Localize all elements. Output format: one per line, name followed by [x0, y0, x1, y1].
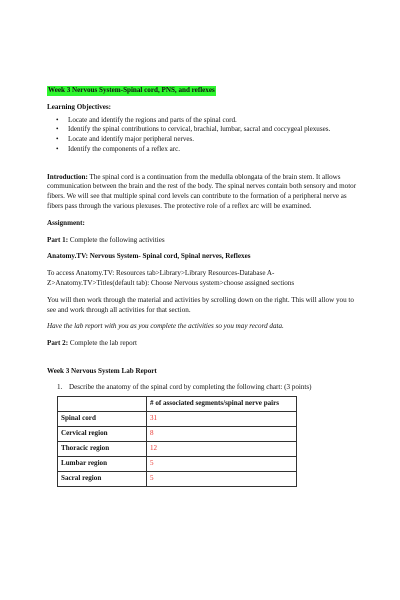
part1-label: Part 1:: [47, 235, 69, 244]
part2-label: Part 2:: [47, 339, 69, 348]
title-highlight: Week 3 Nervous System-Spinal cord, PNS, and reflexes: [48, 86, 215, 94]
lab-report-note: Have the lab report with you as you complete the activities so you may record data.: [47, 322, 284, 331]
page-title: [47, 86, 357, 96]
objective-item: • Identify the components of a reflex arc.: [68, 145, 357, 155]
objective-item: • Identify the spinal contributions to cervical, brachial, lumbar, sacral and coccygeal plexuses.: [68, 125, 357, 135]
question-1: [47, 383, 357, 393]
table-row: [58, 442, 297, 457]
question-number: 1.: [57, 382, 63, 391]
spinal-cord-chart: [57, 396, 297, 487]
part2-line: [47, 339, 357, 349]
scroll-instructions: You will then work through the material and activities by scrolling down on the right. This will allow you to see and work through all activities for that section.: [47, 295, 354, 314]
introduction-text: The spinal cord is a continuation from the medulla oblongata of the brain stem. It allows communication between the brain and the rest of the body. The spinal nerves contain both sensory and motor fibers. We will see that multiple spinal cord levels can contribute to the formation of a peripheral nerve as fibers pass through the various plexuses. The protective role of a reflex arc will be examined.: [47, 172, 357, 211]
assignment-heading: Assignment:: [47, 218, 85, 227]
objective-item: • Locate and identify the regions and parts of the spinal cord.: [68, 116, 357, 126]
row-value[interactable]: 31: [147, 412, 297, 427]
table-row: [58, 427, 297, 442]
table-header-row: [58, 397, 297, 412]
row-label: Sacral region: [58, 472, 147, 487]
row-label: Thoracic region: [58, 442, 147, 457]
table-row: [58, 457, 297, 472]
row-label: Cervical region: [58, 427, 147, 442]
introduction-paragraph: [47, 173, 357, 212]
access-instructions: To access Anatomy.TV: Resources tab>Library>Library Resources-Database A-Z>Anatomy.TV>Titles(default tab): Choose Nervous system>choose assigned sections: [47, 269, 295, 287]
part2-text: Complete the lab report: [68, 339, 138, 348]
lab-report-heading: Week 3 Nervous System Lab Report: [47, 366, 157, 375]
document-content: [47, 86, 357, 487]
row-value[interactable]: 5: [147, 472, 297, 487]
anatomy-tv-heading: Anatomy.TV: Nervous System- Spinal cord, Spinal nerves, Reflexes: [47, 252, 251, 261]
table-row: [58, 412, 297, 427]
objective-item: • Locate and identify major peripheral nerves.: [68, 135, 357, 145]
table-column-header: # of associated segments/spinal nerve pairs: [147, 397, 297, 412]
question-text: Describe the anatomy of the spinal cord by completing the following chart: (3 points): [69, 382, 312, 391]
row-label: Lumbar region: [58, 457, 147, 472]
table-row: [58, 472, 297, 487]
table-header-empty-cell: [58, 397, 147, 412]
row-value[interactable]: 8: [147, 427, 297, 442]
row-value[interactable]: 5: [147, 457, 297, 472]
row-label: Spinal cord: [58, 412, 147, 427]
introduction-label: Introduction:: [47, 172, 88, 181]
part1-text: Complete the following activities: [68, 235, 165, 244]
learning-objectives-heading: Learning Objectives:: [47, 102, 112, 111]
learning-objectives-list: [47, 116, 357, 155]
row-value[interactable]: 12: [147, 442, 297, 457]
part1-line: [47, 236, 357, 246]
